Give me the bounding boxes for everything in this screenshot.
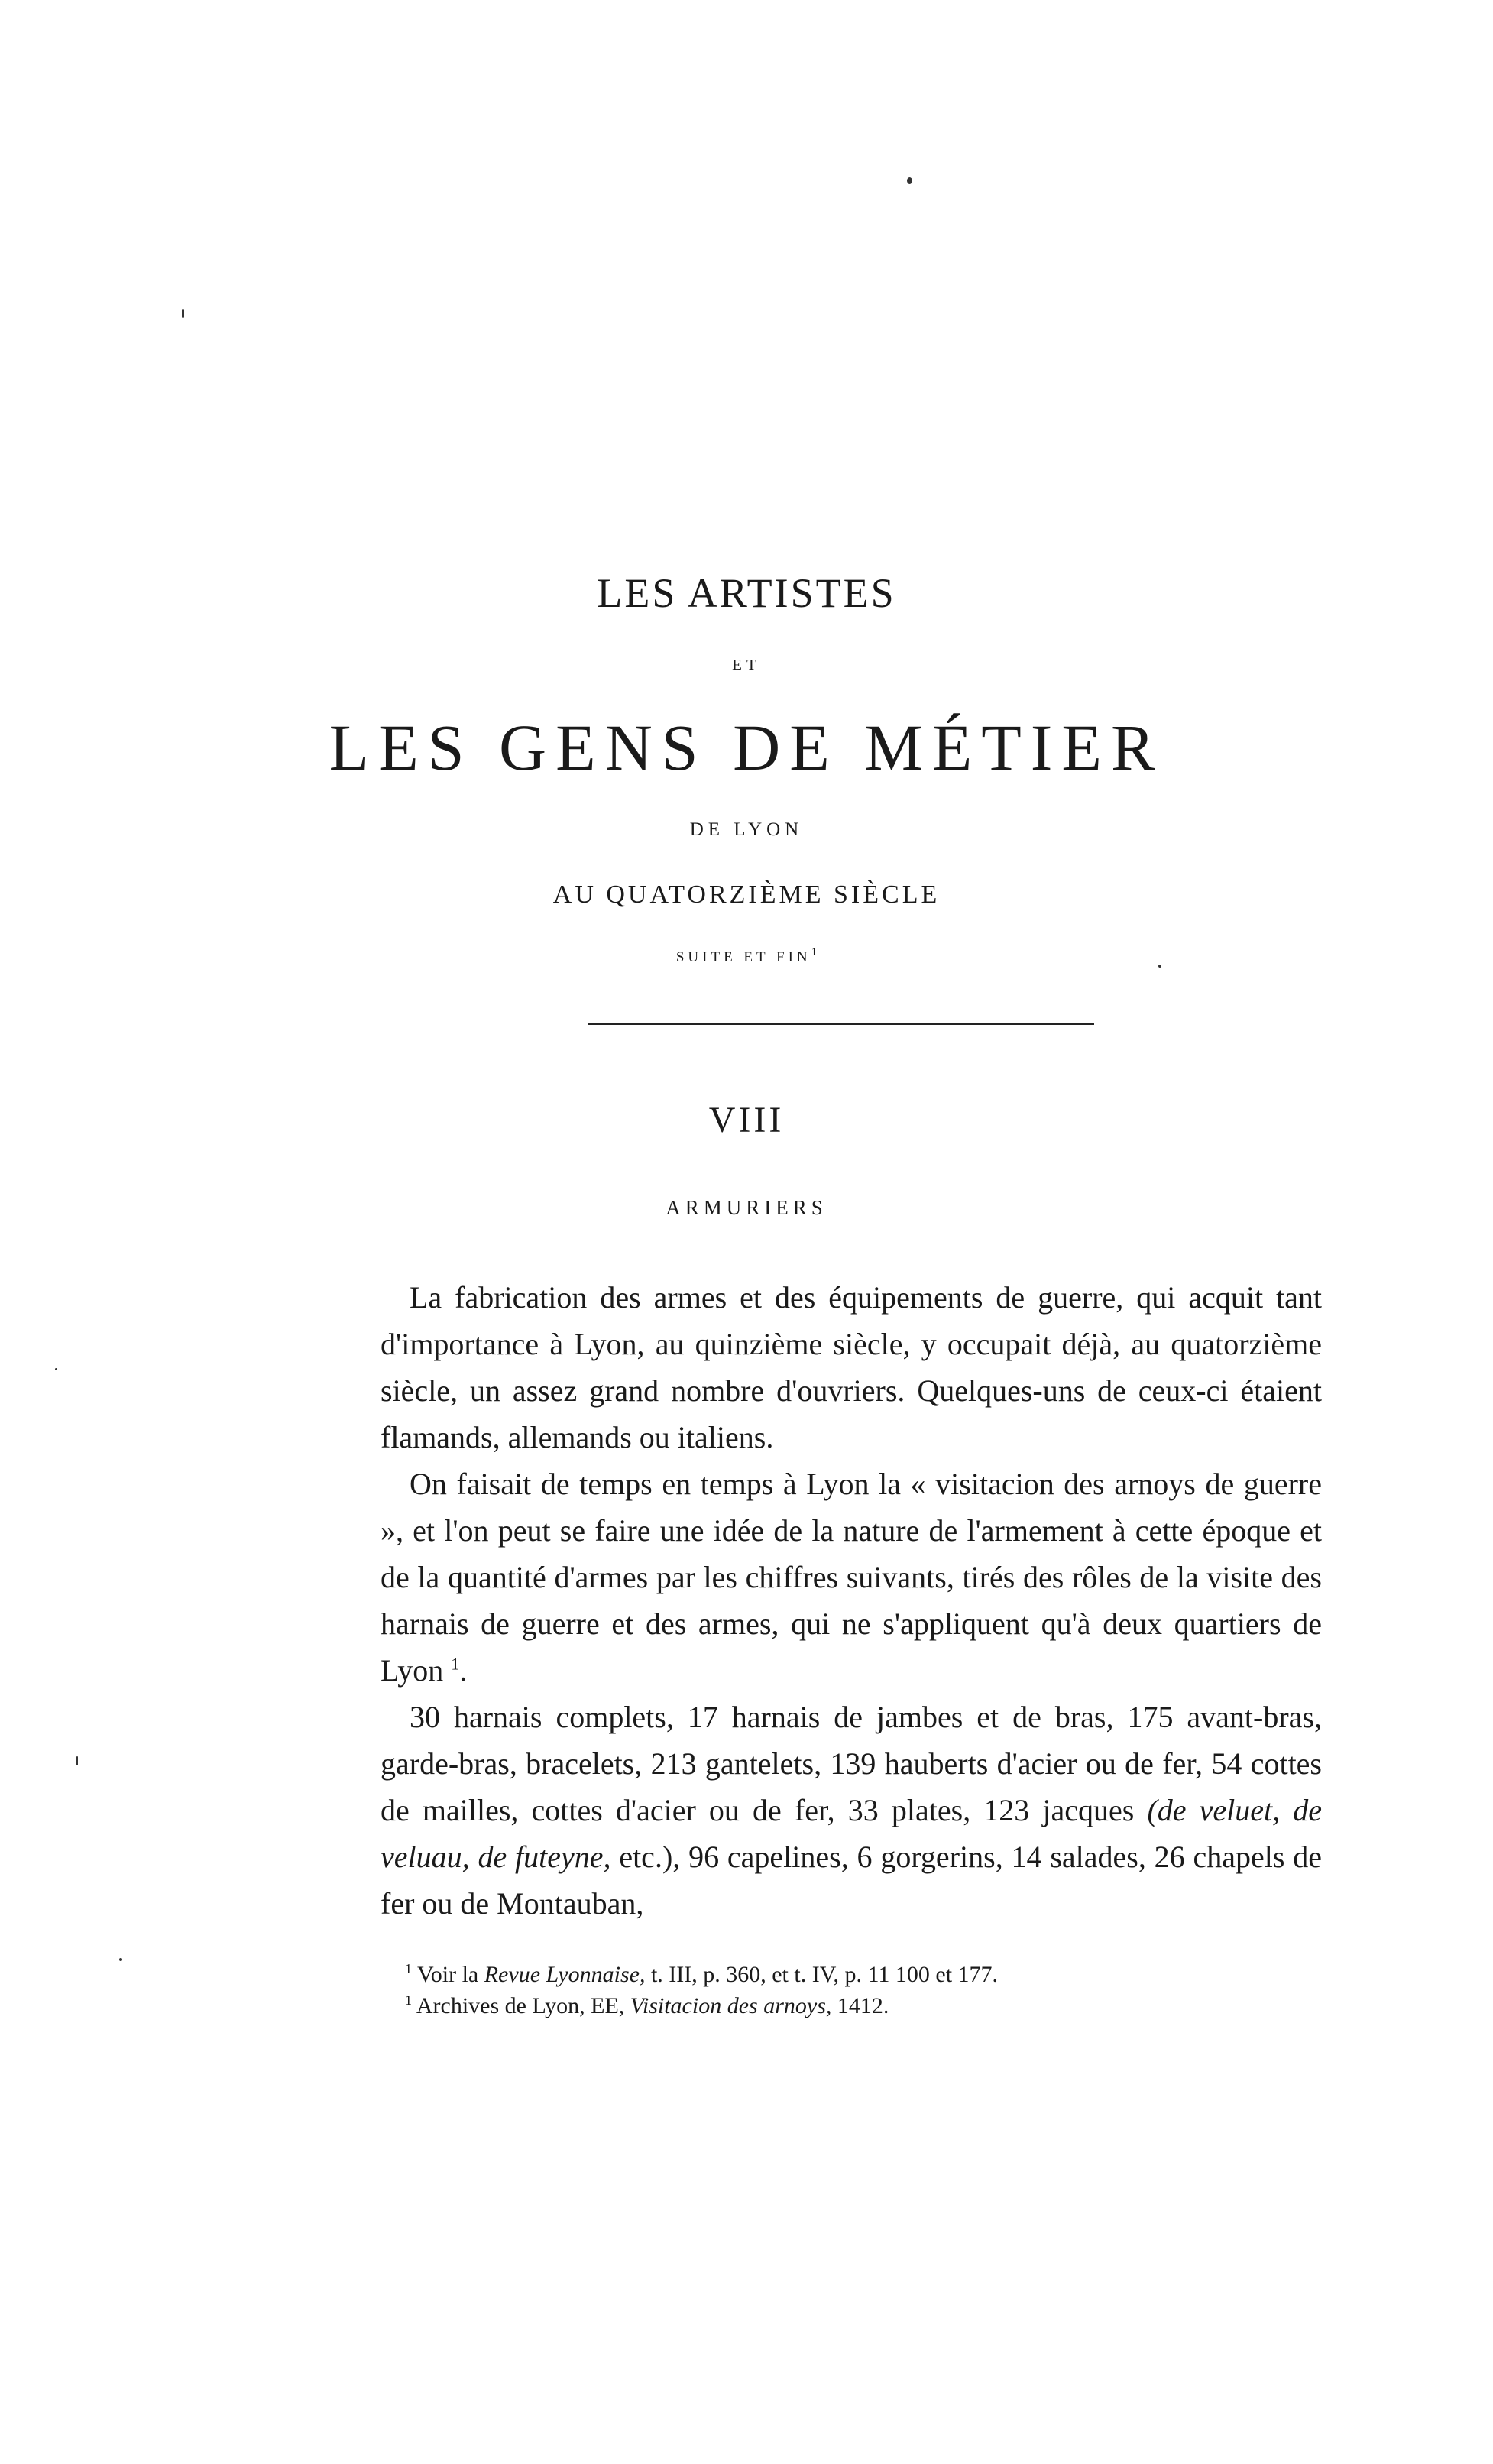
- footnotes: [381, 1959, 1322, 2021]
- footnote-2-text-a: Archives de Lyon, EE,: [412, 1993, 630, 2018]
- paragraph-2-end: .: [459, 1653, 468, 1688]
- title-period: AU QUATORZIÈME SIÈCLE: [552, 880, 941, 909]
- footnote-2-italic: Visitacion des arnoys,: [630, 1993, 832, 2018]
- section-number: VIII: [708, 1100, 785, 1140]
- footnote-2: [381, 1990, 1322, 2021]
- title-top: LES ARTISTES: [597, 570, 896, 616]
- title-place: DE LYON: [689, 819, 804, 840]
- paragraph-3-text-b: etc.), 96 capelines, 6 gorgerins, 14 salades, 26 chapels de fer ou de Montauban,: [381, 1840, 1322, 1921]
- paragraph-3-italic: (de veluet, de veluau, de futeyne,: [381, 1793, 1322, 1874]
- section-heading: ARMURIERS: [666, 1196, 827, 1219]
- paragraph-3-text-a: 30 harnais complets, 17 harnais de jambes et de bras, 175 avant-bras, garde-bras, bracelets, 213 gantelets, 139 hauberts d'acier ou de fer, 54 cottes de mailles, cottes d'acier ou de fer, 33 plates, 123 jacques: [381, 1700, 1322, 1827]
- footnote-2-mark: 1: [405, 1992, 412, 2008]
- ink-speck: [76, 1756, 78, 1765]
- body-text: [381, 1274, 1322, 1927]
- paragraph-2: [381, 1461, 1322, 1694]
- title-divider: [588, 1023, 1094, 1025]
- paragraph-1: La fabrication des armes et des équipements de guerre, qui acquit tant d'importance à Lyon, au quinzième siècle, y occupait déjà, au quatorzième siècle, un assez grand nombre d'ouvriers. Quelques-uns de ceux-ci étaient flamands, allemands ou italiens.: [381, 1280, 1322, 1454]
- paragraph-2-text: On faisait de temps en temps à Lyon la « visitacion des arnoys de guerre », et l'on peut se faire une idée de la nature de l'armement à cette époque et de la quantité d'armes par les chiffres suivants, tirés des rôles de la visite des harnais de guerre et des armes, qui ne s'appliquent qu'à deux quartiers de Lyon: [381, 1467, 1322, 1688]
- title-conjunction: ET: [732, 656, 761, 674]
- paragraph-3: [381, 1694, 1322, 1927]
- footnote-ref-2: 1: [451, 1654, 460, 1674]
- footnote-1-text-b: t. III, p. 360, et t. IV, p. 11 100 et 177.: [645, 1962, 999, 1987]
- ink-speck: [119, 1958, 122, 1961]
- continuation-text: — SUITE ET FIN: [650, 949, 811, 965]
- ink-speck: [1158, 965, 1161, 968]
- title-main: LES GENS DE MÉTIER: [329, 711, 1164, 784]
- ink-speck: [907, 177, 912, 184]
- continuation-line: [0, 946, 1493, 966]
- ink-speck: [182, 309, 184, 318]
- footnote-ref-1: 1: [811, 946, 818, 958]
- footnote-1-italic: Revue Lyonnaise,: [484, 1962, 646, 1987]
- ink-speck: [55, 1368, 57, 1370]
- footnote-1-text-a: Voir la: [412, 1962, 484, 1987]
- footnote-1-mark: 1: [405, 1961, 412, 1976]
- footnote-1: [381, 1959, 1322, 1990]
- footnote-2-text-b: 1412.: [831, 1993, 889, 2018]
- continuation-dash: —: [817, 949, 843, 965]
